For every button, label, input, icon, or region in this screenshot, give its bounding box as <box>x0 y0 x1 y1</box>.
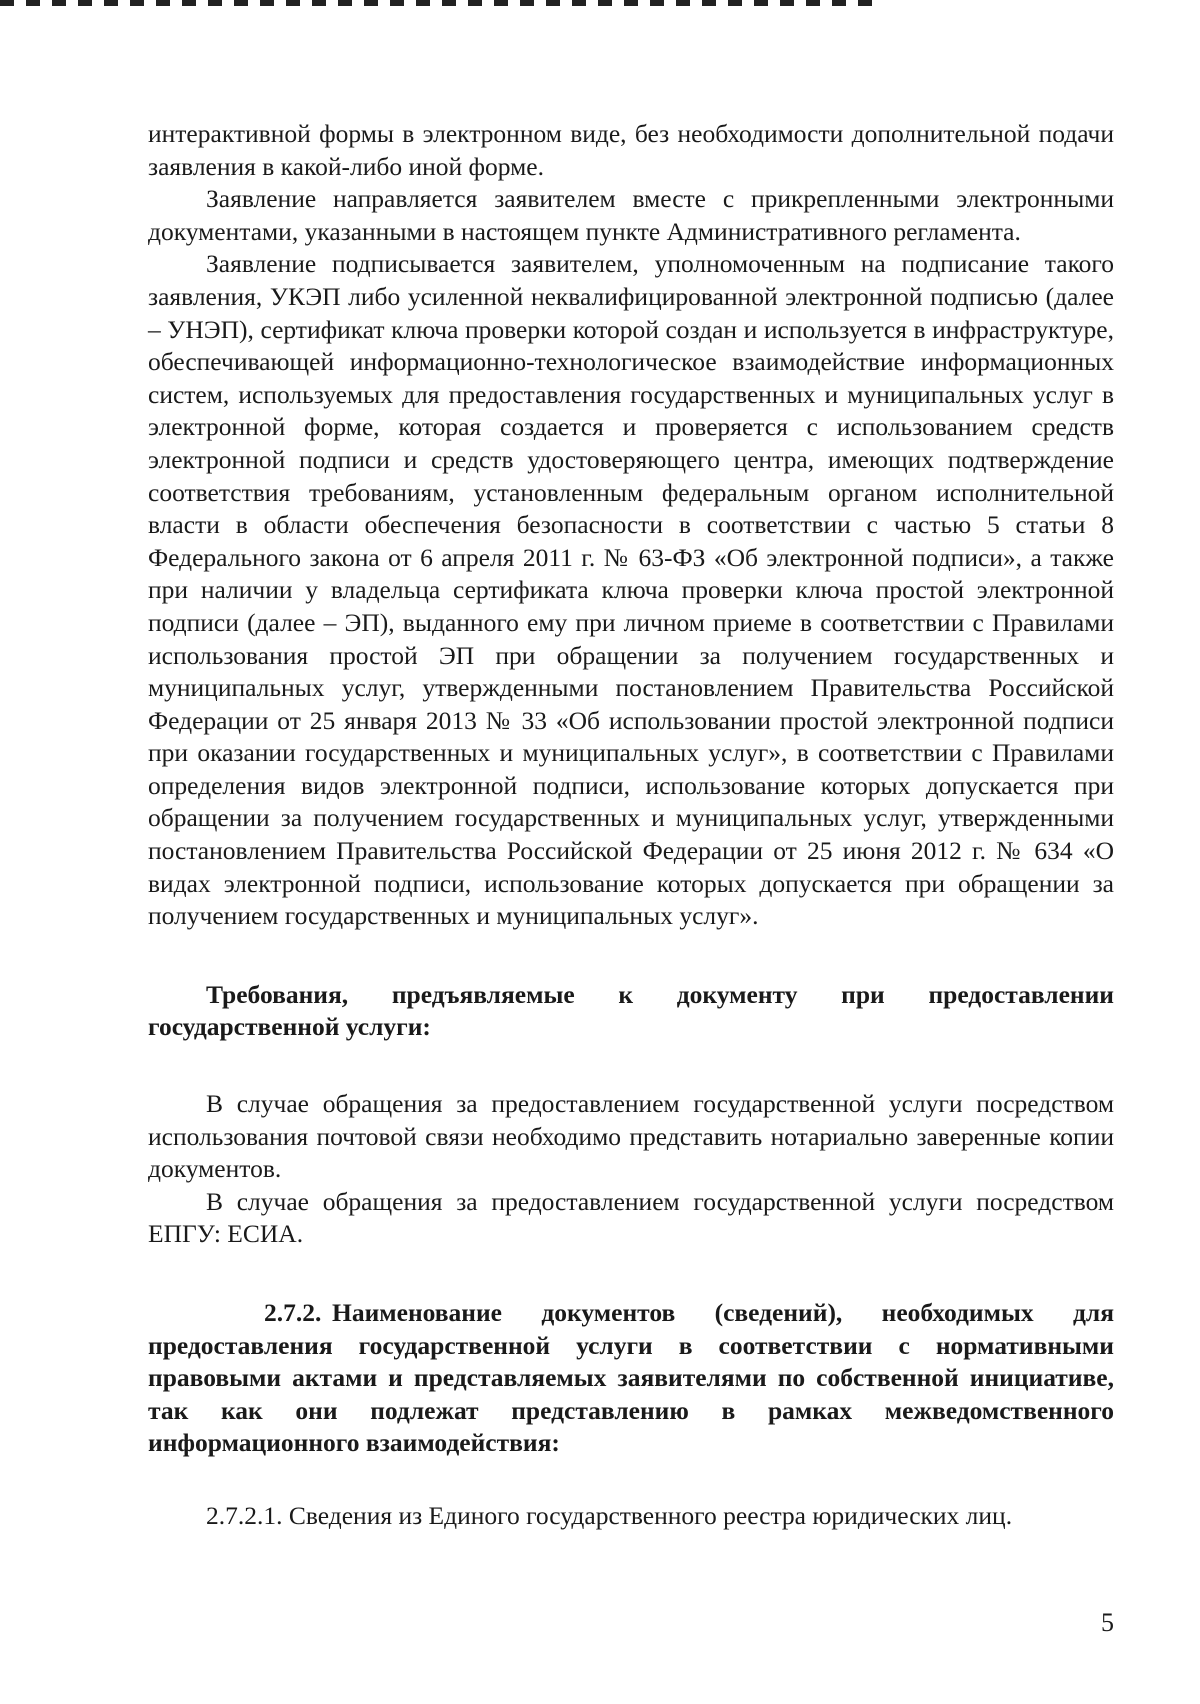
document-page <box>148 118 1114 1533</box>
paragraph-postal-submission: В случае обращения за предоставлением государственной услуги посредством использования почтовой связи необходимо представить нотариально заверенные копии документов. <box>148 1089 1114 1184</box>
section-title: Наименование документов (сведений), необходимых для предоставления государственной услуги в соответствии с нормативными правовыми актами и представляемых заявителями по собственной инициативе, так как они подлежат представлению в рамках межведомственного информационного взаимодействия: <box>148 1298 1114 1458</box>
section-heading-2-7-2 <box>148 1297 1114 1460</box>
paragraph-electronic-signature: Заявление подписывается заявителем, уполномоченным на подписание такого заявления, УКЭП либо усиленной неквалифицированной электронной подписью (далее – УНЭП), сертификат ключа проверки которой создан и используется в инфраструктуре, обеспечивающей информационно-технологическое взаимодействие информационных систем, используемых для предоставления государственных и муниципальных услуг в электронной форме, которая создается и проверяется с использованием средств электронной подписи и средств удостоверяющего центра, имеющих подтверждение соответствия требованиям, установленным федеральным органом исполнительной власти в области обеспечения безопасности в соответствии с частью 5 статьи 8 Федерального закона от 6 апреля 2011 г. № 63-ФЗ «Об электронной подписи», а также при наличии у владельца сертификата ключа проверки ключа простой электронной подписи (далее – ЭП), выданного ему при личном приеме в соответствии с Правилами использования простой ЭП при обращении за получением государственных и муниципальных услуг, утвержденными постановлением Правительства Российской Федерации от 25 января 2013 № 33 «Об использовании простой электронной подписи при оказании государственных и муниципальных услуг», в соответствии с Правилами определения видов электронной подписи, использование которых допускается при обращении за получением государственных и муниципальных услуг, утвержденными постановлением Правительства Российской Федерации от 25 июня 2012 г. № 634 «О видах электронной подписи, использование которых допускается при обращении за получением государственных и муниципальных услуг». <box>148 249 1114 931</box>
section-number: 2.7.2. <box>264 1298 322 1327</box>
page-number: 5 <box>1101 1608 1114 1637</box>
paragraph-continuation: интерактивной формы в электронном виде, без необходимости дополнительной подачи заявления в какой-либо иной форме. <box>148 119 1114 181</box>
paragraph-application-submission: Заявление направляется заявителем вместе с прикрепленными электронными документами, указанными в настоящем пункте Административного регламента. <box>148 184 1114 246</box>
heading-document-requirements: Требования, предъявляемые к документу при предоставлении государственной услуги: <box>148 979 1114 1042</box>
paragraph-item-2-7-2-1: 2.7.2.1. Сведения из Единого государственного реестра юридических лиц. <box>206 1500 1013 1530</box>
scan-edge-artifact <box>0 0 880 6</box>
paragraph-epgu-submission: В случае обращения за предоставлением государственной услуги посредством ЕПГУ: ЕСИА. <box>148 1186 1114 1249</box>
